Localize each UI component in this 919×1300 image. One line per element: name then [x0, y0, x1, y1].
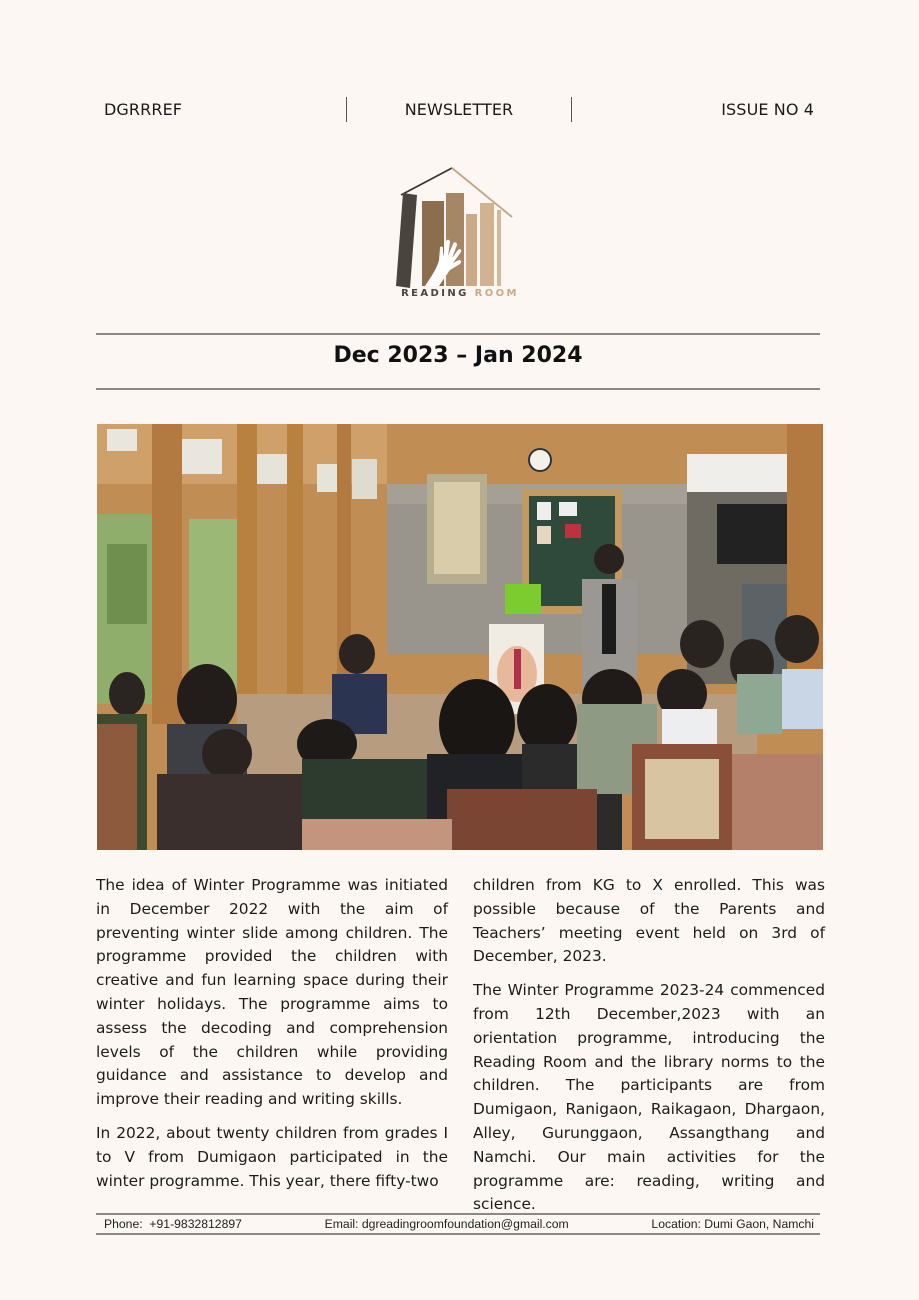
winter-programme-photo: [97, 424, 823, 850]
org-name: DGRRREF: [104, 99, 183, 119]
article-paragraph: In 2022, about twenty children from grades I to V from Dumigaon participated in the winter programme. This year, there fifty-two: [96, 1123, 448, 1190]
footer-email: Email: dgreadingroomfoundation@gmail.com: [324, 1217, 569, 1231]
publication-type: NEWSLETTER: [404, 99, 514, 119]
logo-word-reading: READING: [401, 288, 469, 299]
bottom-rule: [96, 388, 820, 390]
logo-word-room: ROOM: [474, 288, 519, 299]
article-column-right: [473, 874, 825, 1227]
house-books-hand-icon: [393, 162, 527, 302]
date-range-heading: Dec 2023 – Jan 2024: [333, 343, 583, 368]
footer-phone: Phone: +91-9832812897: [104, 1217, 242, 1231]
article-column-left: [96, 874, 448, 1203]
top-rule: [96, 333, 820, 335]
article-paragraph: children from KG to X enrolled. This was possible because of the Parents and Teachers’ meeting event held on 3rd of December, 2023.: [473, 876, 825, 966]
reading-room-logo: [393, 162, 527, 302]
article-paragraph: The Winter Programme 2023-24 commenced from 12th December,2023 with an orientation programme, introducing the Reading Room and the library norms to the children. The participants are from Dumigaon, Ranigaon, Raikagaon, Dhargaon, Alley, Gurunggaon, Assangthang and Namchi. Our main activities for the programme are: reading, writing and science.: [473, 981, 825, 1214]
masthead: [96, 96, 820, 122]
contact-footer: [96, 1213, 820, 1235]
issue-number: ISSUE NO 4: [721, 99, 814, 119]
logo-wordmark: [393, 288, 527, 299]
article-paragraph: The idea of Winter Programme was initiated in December 2022 with the aim of preventing winter slide among children. The programme provided the children with creative and fun learning space during their winter holidays. The programme aims to assess the decoding and comprehension levels of the children while providing guidance and assistance to develop and improve their reading and writing skills.: [96, 876, 448, 1109]
classroom-photo-illustration: [97, 424, 823, 850]
footer-location: Location: Dumi Gaon, Namchi: [651, 1217, 814, 1231]
